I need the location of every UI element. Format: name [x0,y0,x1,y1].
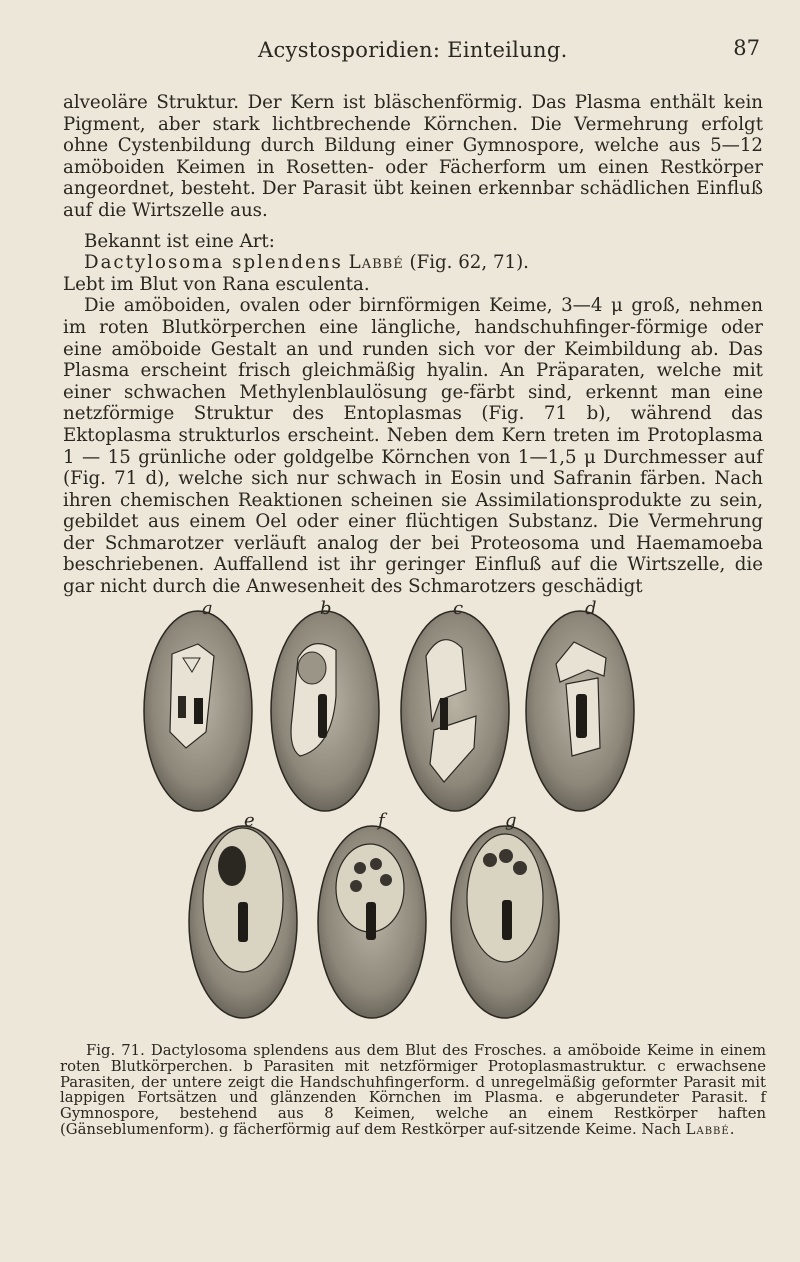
figure-label-b: b [320,598,332,619]
blood-cell-f [318,826,426,1018]
paragraph-known-species: Bekannt ist eine Art: [84,230,275,252]
figure-label-e: e [244,810,255,831]
running-title: Acystosporidien: Einteilung. [258,38,568,62]
paragraph-description: Die amöboiden, ovalen oder birnförmigen Keime, 3—4 μ groß, nehmen im roten Blutkörperchen eine längliche, handschuhfinger-förmige oder eine amöboide Gestalt an und runden sich vor der Keimbildung ab. Das Plasma erscheint frisch gleichmäßig hyalin. An Präparaten, welche mit einer schwachen Methylenblaulösung ge-färbt sind, erkennt man eine netzförmige Struktur des Entoplasmas (Fig. 71 b), während das Ektoplasma strukturlos erscheint. Neben dem Kern treten im Protoplasma 1 — 15 grünliche oder goldgelbe Körnchen von 1—1,5 μ Durchmesser auf (Fig. 71 d), welche sich nur schwach in Eosin und Safranin färben. Nach ihren chemischen Reaktionen scheinen sie Assimilationsprodukte zu sein, gebildet aus einem Oel oder einer flüchtigen Substanz. Die Vermehrung der Schmarotzer verläuft analog der bei Proteosoma und Haemamoeba beschriebenen. Auffallend ist ihr geringer Einfluß auf die Wirtszelle, die gar nicht durch die Anwesenheit des Schmarotzers geschädigt [63,295,763,598]
figure-label-f: f [378,810,385,831]
blood-cell-e [189,826,297,1018]
blood-cell-d [526,611,634,811]
species-figure-ref: (Fig. 62, 71). [409,252,529,274]
page-number: 87 [733,36,760,60]
figure-label-d: d [585,598,597,619]
figure-label-c: c [453,598,464,619]
figure-label-g: g [505,810,517,831]
caption-text [60,1043,766,1138]
species-heading [63,252,763,274]
page-header [0,38,800,72]
blood-cell-c [401,611,509,811]
caption-body: Fig. 71. Dactylosoma splendens aus dem Blut des Frosches. a amöboide Keime in einem roten Blutkörperchen. b Parasiten mit netzförmiger Protoplasmastruktur. c erwachsene Parasiten, der untere zeigt die Handschuhfingerform. d unregelmäßig geformter Parasit mit lappigen Fortsätzen und glänzenden Körnchen im Plasma. e abgerundeter Parasit. f Gymnospore, bestehend aus 8 Keimen, welche an einem Restkörper haften (Gänseblumenform). g fächerförmig auf dem Restkörper auf-sitzende Keime. Nach [60,1042,766,1138]
figure-71 [0,598,800,1038]
blood-cell-b [271,611,379,811]
blood-cell-a [144,611,252,811]
paragraph-habitat: Lebt im Blut von Rana esculenta. [63,273,370,295]
paragraph-structure: alveoläre Struktur. Der Kern ist bläschenförmig. Das Plasma enthält kein Pigment, aber stark lichtbrechende Körnchen. Die Vermehrung erfolgt ohne Cystenbildung durch Bildung einer Gymnospore, welche aus 5—12 amöboiden Keimen in Rosetten- oder Fächerform um einen Restkörper angeordnet, besteht. Der Parasit übt keinen erkennbar schädlichen Einfluß auf die Wirtszelle aus. [63,92,763,221]
figure-caption [60,1043,766,1138]
species-author: Labbé [348,252,404,274]
species-name: Dactylosoma splendens [84,252,343,274]
body-text [63,92,763,598]
caption-author: Labbé. [685,1120,736,1138]
figure-label-a: a [202,598,213,619]
figure-illustration [0,598,800,1038]
blood-cell-g [451,826,559,1018]
